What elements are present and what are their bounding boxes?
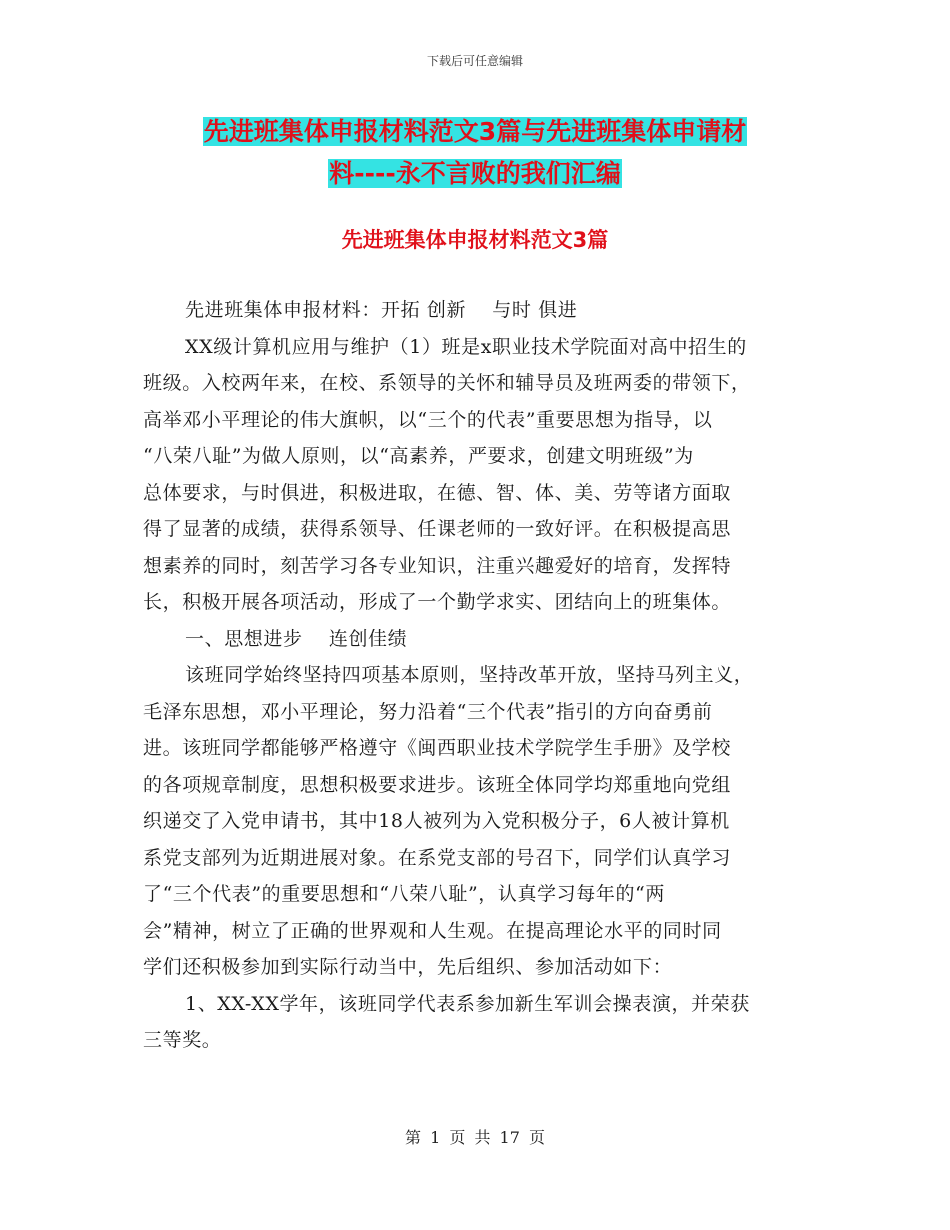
body-text [143, 292, 823, 1059]
paragraph-line: 想素养的同时，刻苦学习各专业知识，注重兴趣爱好的培育，发挥特 [143, 554, 732, 577]
paragraph-line: 长，积极开展各项活动，形成了一个勤学求实、团结向上的班集体。 [143, 591, 732, 613]
paragraph-line: 三等奖。 [143, 1029, 222, 1051]
paragraph-line: 班级。入校两年来，在校、系领导的关怀和辅导员及班两委的带领下， [143, 372, 751, 394]
subtitle-line: 先进班集体申报材料：开拓 创新 与时 俱进 [185, 299, 578, 321]
paragraph-line: 高举邓小平理论的伟大旗帜，以“三个的代表”重要思想为指导，以 [143, 408, 713, 431]
document-title-line-2 [0, 154, 950, 194]
paragraph-line: 会”精神，树立了正确的世界观和人生观。在提高理论水平的同时同 [143, 919, 722, 942]
paragraph-line: 的各项规章制度，思想积极要求进步。该班全体同学均郑重地向党组 [143, 773, 732, 796]
paragraph-line: 系党支部列为近期进展对象。在系党支部的号召下，同学们认真学习 [143, 846, 732, 869]
paragraph-line: 总体要求，与时俱进，积极进取，在德、智、体、美、劳等诸方面取 [143, 481, 732, 504]
title-highlight-1: 先进班集体申报材料范文3篇与先进班集体申请材 [203, 117, 747, 146]
paragraph-line: 毛泽东思想，邓小平理论，努力沿着“三个代表”指引的方向奋勇前 [143, 700, 713, 723]
section-title: 先进班集体申报材料范文3篇 [341, 228, 609, 252]
paragraph-line: 该班同学始终坚持四项基本原则，坚持改革开放，坚持马列主义， [185, 664, 754, 686]
title-highlight-2: 料----永不言败的我们汇编 [329, 159, 621, 188]
paragraph-line: XX级计算机应用与维护（1）班是x职业技术学院面对高中招生的 [185, 335, 747, 358]
paragraph-line: 了“三个代表”的重要思想和“八荣八耻”，认真学习每年的“两 [143, 883, 665, 905]
document-title-line-1 [0, 112, 950, 152]
paragraph-line: 得了显著的成绩，获得系领导、任课老师的一致好评。在积极提高思 [143, 518, 732, 540]
page-footer: 第 1 页 共 17 页 [405, 1128, 545, 1147]
list-item-line: 1、XX-XX学年，该班同学代表系参加新生军训会操表演，并荣获 [185, 992, 750, 1015]
paragraph-line: 学们还积极参加到实际行动当中，先后组织、参加活动如下： [143, 956, 673, 978]
heading-line: 一、思想进步 连创佳绩 [185, 627, 408, 650]
paragraph-line: 进。该班同学都能够严格遵守《闽西职业技术学院学生手册》及学校 [143, 737, 732, 759]
header-note: 下载后可任意编辑 [426, 54, 523, 68]
paragraph-line: “八荣八耻”为做人原则，以“高素养，严要求，创建文明班级”为 [143, 445, 694, 467]
paragraph-line: 织递交了入党申请书，其中18人被列为入党积极分子，6人被计算机 [143, 810, 730, 832]
